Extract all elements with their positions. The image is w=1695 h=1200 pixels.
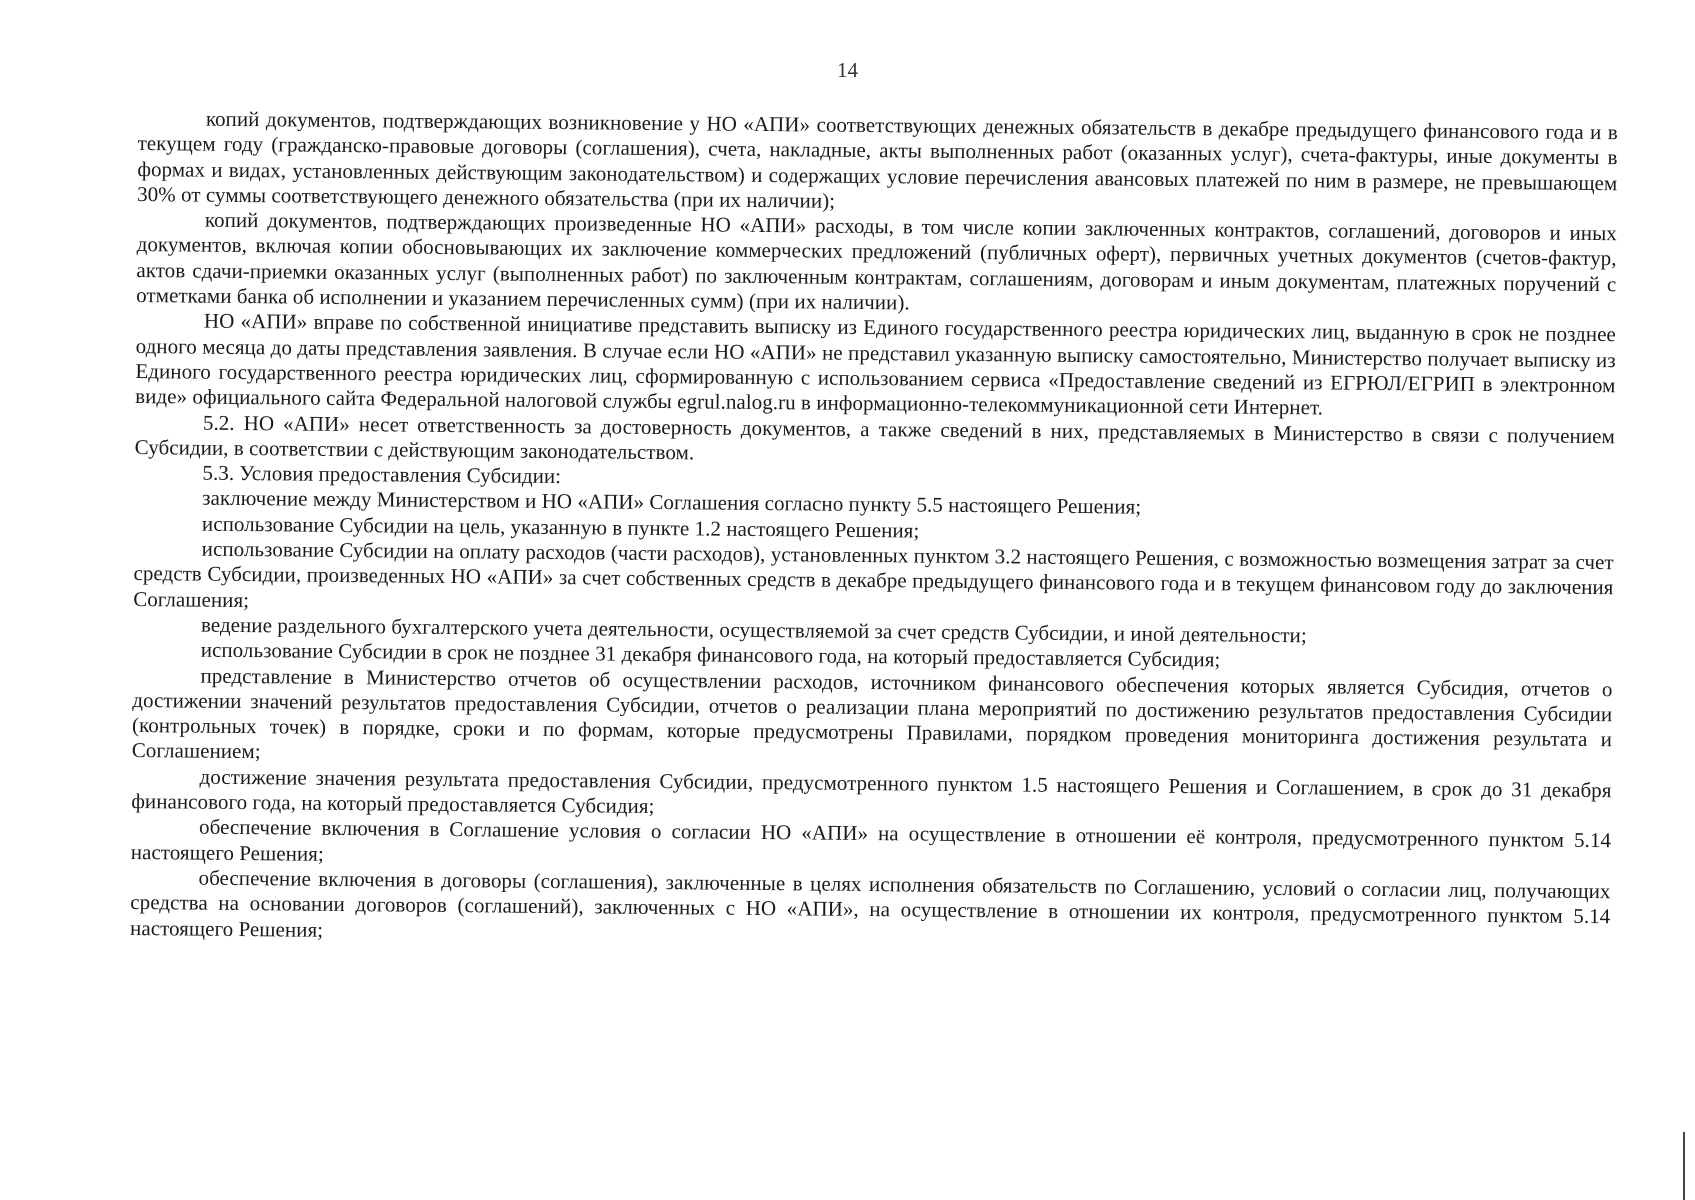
condition-reports: представление в Министерство отчетов об осуществлении расходов, источником финансового обеспечения которых является Субсидия, отчетов о достижении значений результатов предоставления Субсидии, отчетов о реализации плана мероприятий по достижению результатов предоставления Субсидии (контрольных точек) в порядке, сроки и по формам, которые предусмотрены Правилами, порядком проведения мониторинга достижения результата и Соглашением; <box>131 663 1613 764</box>
condition-expenses: использование Субсидии на оплату расходов (части расходов), установленных пунктом 3.2 настоящего Решения, с возможностью возмещения затрат за счет средств Субсидии, произведенных НО «АПИ» за счет собственных средств в декабре предыдущего финансового года и в текущем финансовом году до заключения Соглашения; <box>133 536 1614 612</box>
paragraph-expense-documents: копий документов, подтверждающих произведенные НО «АПИ» расходы, в том числе копии заключенных контрактов, соглашений, договоров и иных документов, включая копии обосновывающих их заключение коммерческих предложений (публичных оферт), первичных учетных документов (счетов-фактур, актов сдачи-приемки оказанных услуг (выполненных работ) по заключенным контрактам, соглашениям, договорам и иным документам, платежных поручений с отметками банка об исполнении и указанием перечисленных сумм) (при их наличии). <box>136 207 1617 315</box>
paragraph-debt-obligation-documents: копий документов, подтверждающих возникновение у НО «АПИ» соответствующих денежных обязательств в декабре предыдущего финансового года и в текущем году (гражданско-правовые договоры (соглашения), счета, накладные, акты выполненных работ (оказанных услуг), счета-фактуры, иные документы в формах и видах, установленных действующим законодательством) и содержащих условие перечисления авансовых платежей по ним в размере, не превышающем 30% от суммы соответствующего денежного обязательства (при их наличии); <box>137 106 1618 213</box>
scan-edge-mark <box>1683 1132 1685 1200</box>
paragraph-clause-5-3-heading: 5.3. Условия предоставления Субсидии: <box>202 460 562 489</box>
condition-agreement: заключение между Министерством и НО «АПИ» Соглашения согласно пункту 5.5 настоящего Решения; <box>202 486 1142 520</box>
paragraph-egrul-extract: НО «АПИ» вправе по собственной инициативе представить выписку из Единого государственного реестра юридических лиц, выданную в срок не позднее одного месяца до даты представления заявления. В случае если НО «АПИ» не представил указанную выписку самостоятельно, Министерство получает выписку из Единого государственного реестра юридических лиц, сформированную с использованием сервиса «Предоставление сведений из ЕГРЮЛ/ЕГРИП в электронном виде» официального сайта Федеральной налоговой службы egrul.nalog.ru в информационно-телекоммуникационной сети Интернет. <box>135 309 1616 420</box>
condition-purpose: использование Субсидии на цель, указанную в пункте 1.2 настоящего Решения; <box>201 511 920 543</box>
condition-deadline: использование Субсидии в срок не позднее 31 декабря финансового года, на который предоставляется Субсидия; <box>200 637 1221 672</box>
condition-control-consent: обеспечение включения в Соглашение условия о согласии НО «АПИ» на осуществление в отношении её контроля, предусмотренного пунктом 5.14 настоящего Решения; <box>130 814 1612 866</box>
condition-separate-accounting: ведение раздельного бухгалтерского учета деятельности, осуществляемой за счет средств Субсидии, и иной деятельности; <box>200 612 1307 648</box>
paragraph-clause-5-2: 5.2. НО «АПИ» несет ответственность за достоверность документов, а также сведений в них, представляемых в Министерство в связи с получением Субсидии, в соответствии с действующим законодательством. <box>134 410 1616 465</box>
condition-result-value: достижение значения результата предоставления Субсидии, предусмотренного пунктом 1.5 настоящего Решения и Соглашением, в срок до 31 декабря финансового года, на который предоставляется Субсидия; <box>131 764 1612 819</box>
condition-contract-control-consent: обеспечение включения в договоры (соглашения), заключенные в целях исполнения обязательств по Соглашению, условий о согласии лиц, получающих средства на основании договоров (соглашений), заключенных с НО «АПИ», на осуществление в отношении их контроля, предусмотренного пунктом 5.14 настоящего Решения; <box>129 865 1611 942</box>
page-number: 14 <box>837 58 858 82</box>
document-body <box>130 106 1618 955</box>
